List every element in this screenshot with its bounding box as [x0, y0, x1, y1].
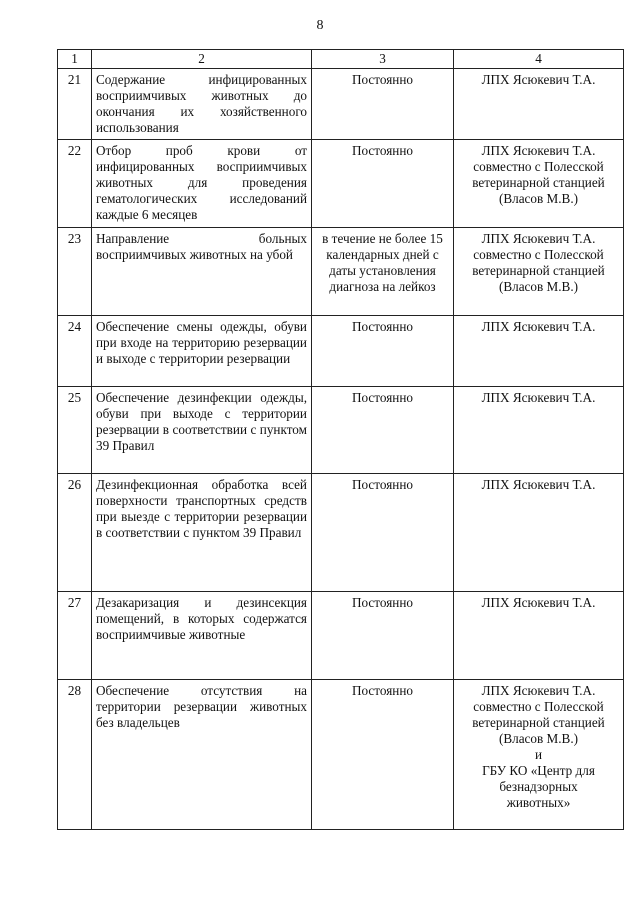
measure-text: Направление больных восприимчивых животных на убой	[92, 228, 312, 316]
responsible-line: ЛПХ Ясюкевич Т.А.	[481, 390, 596, 405]
measure-text: Дезинфекционная обработка всей поверхности транспортных средств при выезде с территории резервации в соответствии с пунктом 39 Правил	[92, 474, 312, 592]
measure-text: Содержание инфицированных восприимчивых животных до окончания их хозяйственного использования	[92, 69, 312, 140]
responsible-cell	[454, 228, 624, 316]
responsible-cell	[454, 387, 624, 474]
responsible-line: безнадзорных	[499, 779, 578, 794]
table-header-row	[58, 50, 624, 69]
page-number: 8	[316, 18, 324, 33]
term-text: Постоянно	[312, 592, 454, 680]
responsible-line: совместно с Полесской	[473, 699, 604, 714]
responsible-line: (Власов М.В.)	[498, 279, 579, 294]
responsible-line: животных»	[506, 795, 571, 810]
row-number: 25	[58, 387, 92, 474]
row-number: 24	[58, 316, 92, 387]
responsible-line: ЛПХ Ясюкевич Т.А.	[481, 72, 596, 87]
row-number: 22	[58, 140, 92, 228]
responsible-line: ветеринарной станцией	[472, 263, 605, 278]
measure-text: Отбор проб крови от инфицированных восприимчивых животных для проведения гематологических исследований каждые 6 месяцев	[92, 140, 312, 228]
responsible-cell	[454, 592, 624, 680]
term-text: Постоянно	[312, 316, 454, 387]
responsible-cell	[454, 140, 624, 228]
measure-text: Дезакаризация и дезинсекция помещений, в которых содержатся восприимчивые животные	[92, 592, 312, 680]
table-row	[58, 228, 624, 316]
responsible-line: (Власов М.В.)	[498, 731, 579, 746]
header-cell-1: 1	[58, 50, 92, 69]
row-number: 28	[58, 680, 92, 830]
header-cell-3: 3	[312, 50, 454, 69]
responsible-cell	[454, 474, 624, 592]
term-text: Постоянно	[312, 387, 454, 474]
measure-text: Обеспечение дезинфекции одежды, обуви при выходе с территории резервации в соответствии с пунктом 39 Правил	[92, 387, 312, 474]
term-text: Постоянно	[312, 140, 454, 228]
table-row	[58, 316, 624, 387]
row-number: 27	[58, 592, 92, 680]
responsible-line: совместно с Полесской	[473, 159, 604, 174]
responsible-line: ЛПХ Ясюкевич Т.А.	[481, 683, 596, 698]
header-cell-4: 4	[454, 50, 624, 69]
responsible-line: ветеринарной станцией	[472, 715, 605, 730]
row-number: 23	[58, 228, 92, 316]
table-row	[58, 474, 624, 592]
table-row	[58, 69, 624, 140]
responsible-line: ЛПХ Ясюкевич Т.А.	[481, 319, 596, 334]
responsible-cell	[454, 69, 624, 140]
term-text: в течение не более 15 календарных дней с даты установления диагноза на лейкоз	[312, 228, 454, 316]
responsible-line: ЛПХ Ясюкевич Т.А.	[481, 595, 596, 610]
term-text: Постоянно	[312, 69, 454, 140]
responsible-line: (Власов М.В.)	[498, 191, 579, 206]
responsible-line: ЛПХ Ясюкевич Т.А.	[481, 477, 596, 492]
term-text: Постоянно	[312, 680, 454, 830]
responsible-line: ЛПХ Ясюкевич Т.А.	[481, 231, 596, 246]
term-text: Постоянно	[312, 474, 454, 592]
table-row	[58, 592, 624, 680]
header-cell-2: 2	[92, 50, 312, 69]
responsible-line: ветеринарной станцией	[472, 175, 605, 190]
measure-text: Обеспечение смены одежды, обуви при входе на территорию резервации и выходе с территории резервации	[92, 316, 312, 387]
responsible-line: ГБУ КО «Центр для	[482, 763, 595, 778]
responsible-line: ЛПХ Ясюкевич Т.А.	[481, 143, 596, 158]
table-row	[58, 387, 624, 474]
responsible-cell	[454, 316, 624, 387]
row-number: 26	[58, 474, 92, 592]
responsible-cell	[454, 680, 624, 830]
row-number: 21	[58, 69, 92, 140]
table-row	[58, 680, 624, 830]
measure-text: Обеспечение отсутствия на территории резервации животных без владельцев	[92, 680, 312, 830]
responsible-line: совместно с Полесской	[473, 247, 604, 262]
measures-table	[57, 49, 624, 830]
responsible-line: и	[534, 747, 543, 762]
table-row	[58, 140, 624, 228]
